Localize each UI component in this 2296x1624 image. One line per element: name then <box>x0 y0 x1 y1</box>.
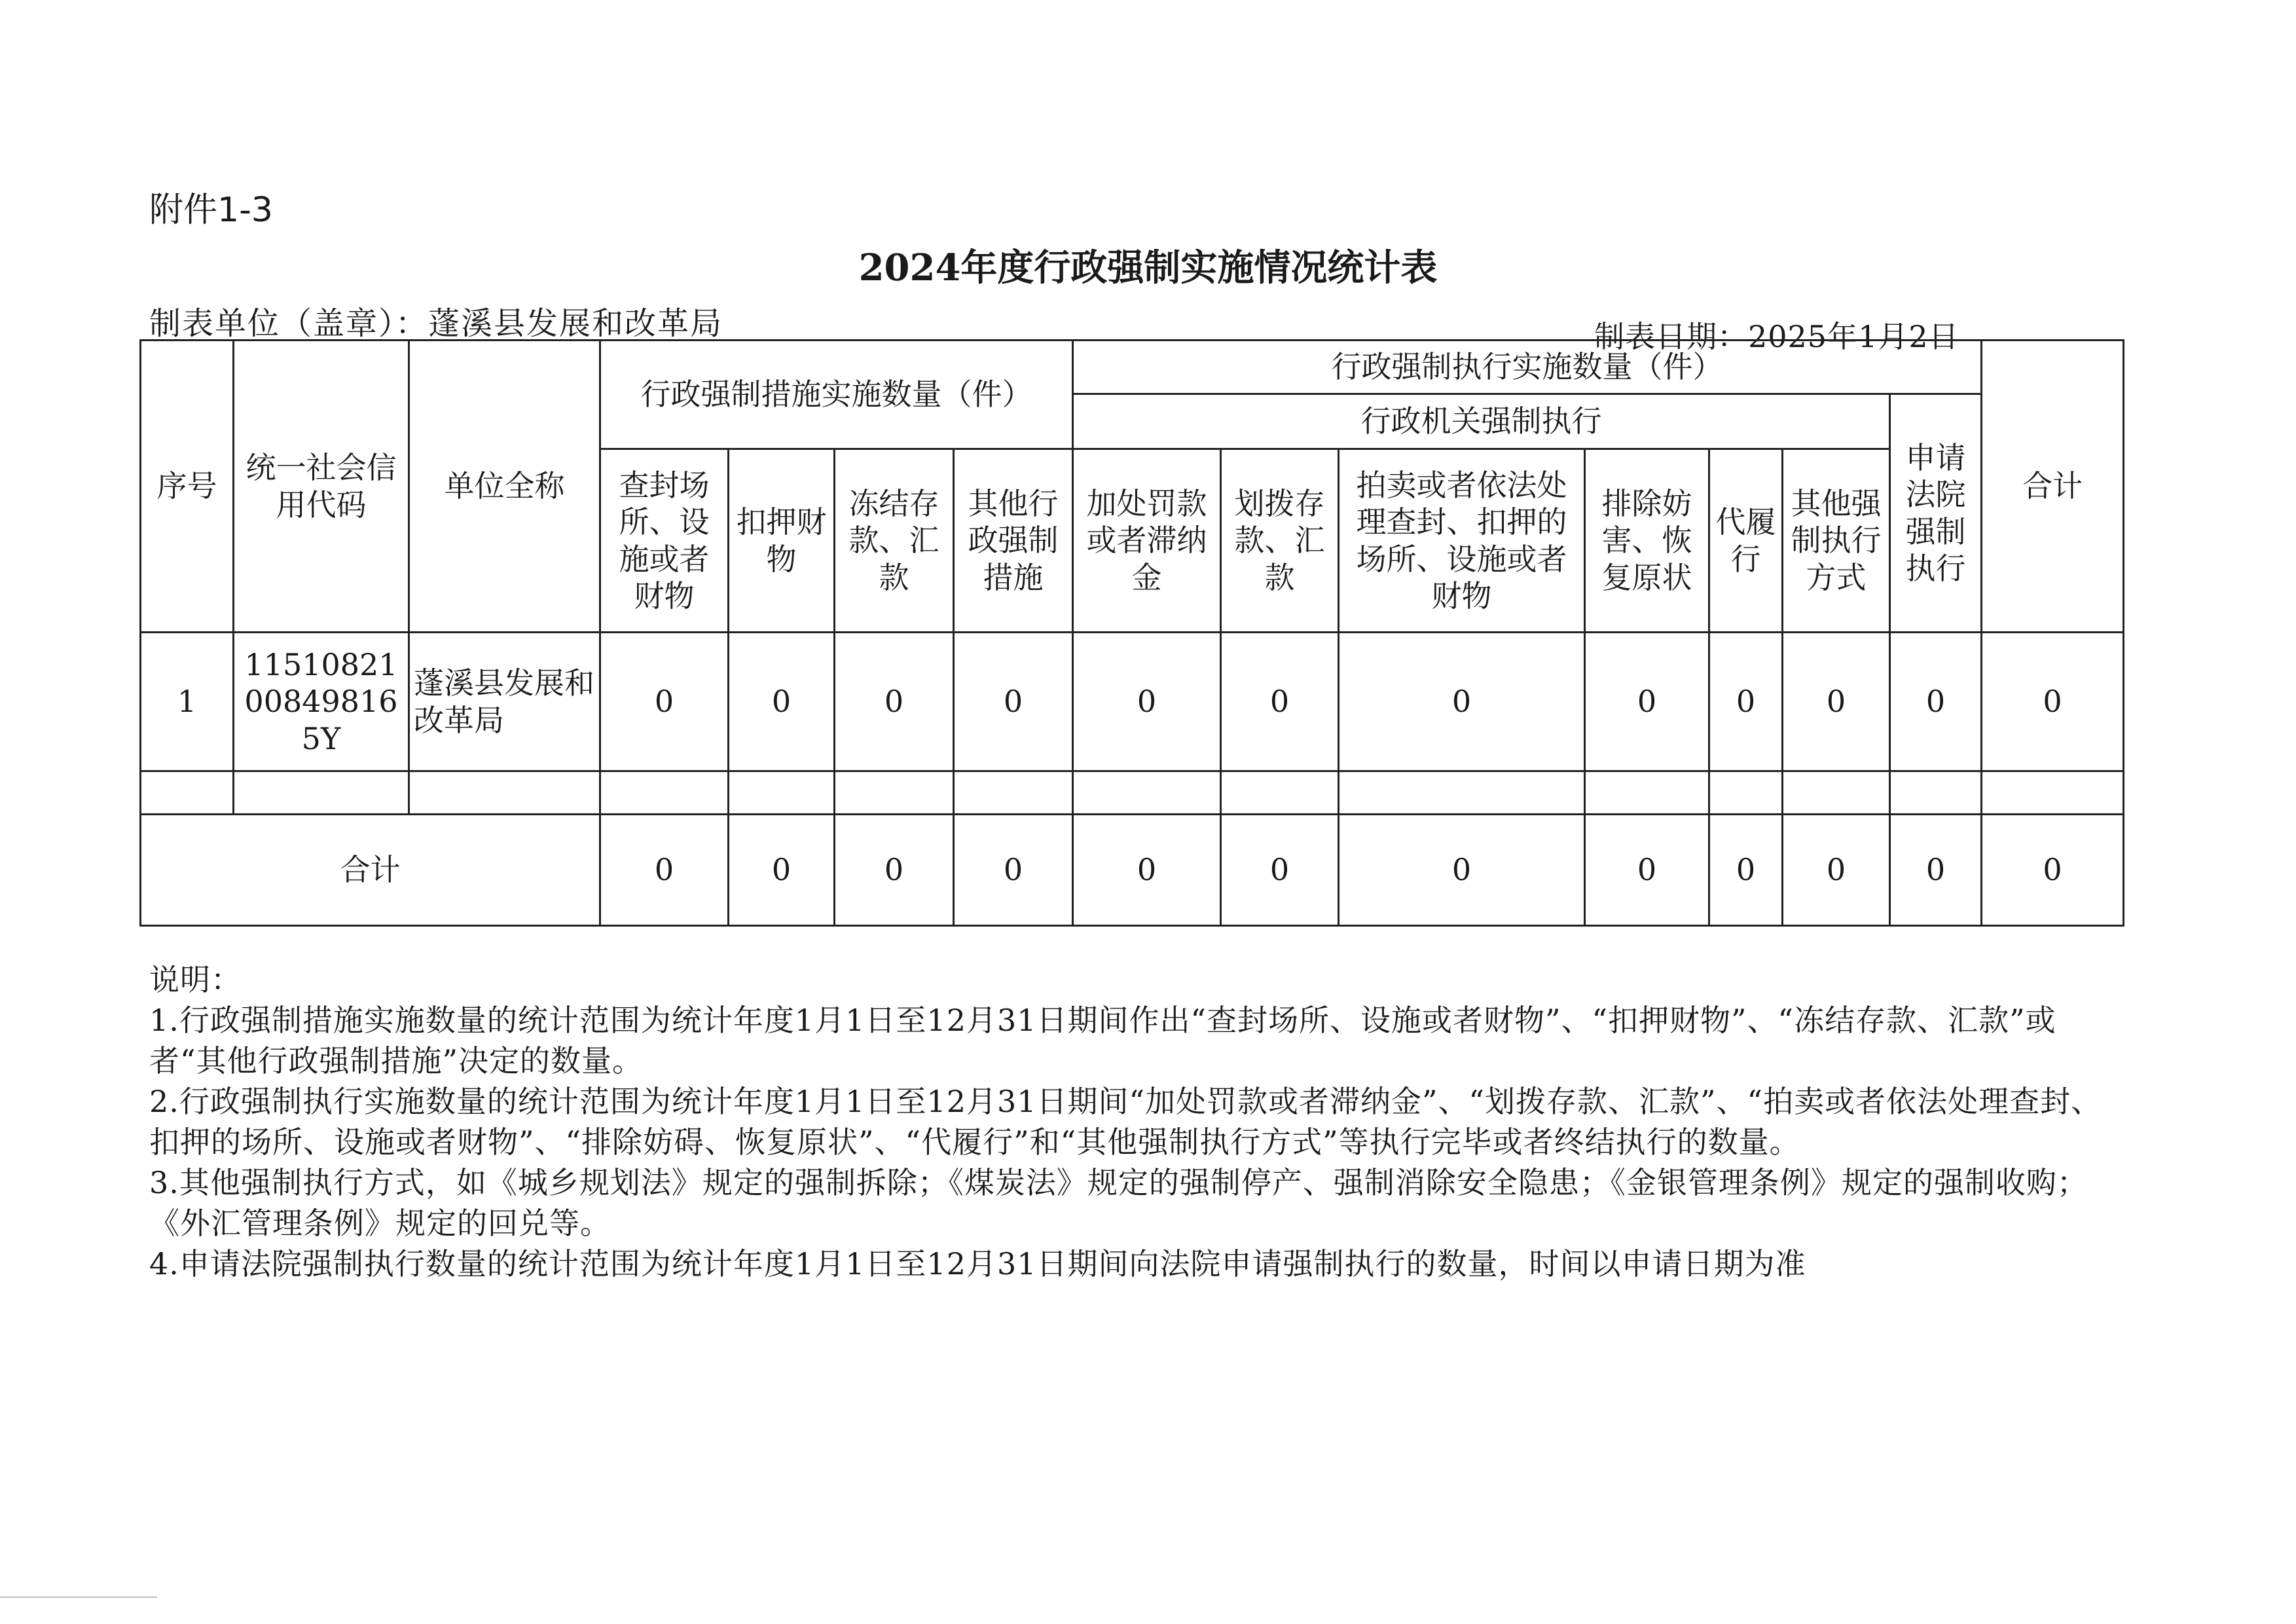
attachment-label: 附件1-3 <box>149 191 273 230</box>
note-item: 4.申请法院强制执行数量的统计范围为统计年度1月1日至12月31日期间向法院申请强制执行的数量，时间以申请日期为准 <box>149 1246 1806 1282</box>
header-court-exec: 申请法院强制执行 <box>1890 394 1982 633</box>
row1-credit-code: 11510821008498165Y <box>234 633 409 771</box>
row1-value: 0 <box>1339 633 1585 771</box>
total-value: 0 <box>835 815 954 926</box>
total-value: 0 <box>1585 815 1709 926</box>
total-value: 0 <box>1073 815 1221 926</box>
row1-value: 0 <box>1982 633 2124 771</box>
header-measure-other: 其他行政强制措施 <box>954 449 1073 633</box>
note-item: 2.行政强制执行实施数量的统计范围为统计年度1月1日至12月31日期间“加处罚款或者滞纳金”、“划拨存款、汇款”、“拍卖或者依法处理查封、扣押的场所、设施或者财物”、“排除妨碍、恢复原状”、“代履行”和“其他强制执行方式”等执行完毕或者终结执行的数量。 <box>149 1084 2102 1160</box>
total-value: 0 <box>1890 815 1982 926</box>
row1-value: 0 <box>1709 633 1783 771</box>
header-exec-auction: 拍卖或者依法处理查封、扣押的场所、设施或者财物 <box>1339 449 1585 633</box>
note-item: 1.行政强制措施实施数量的统计范围为统计年度1月1日至12月31日期间作出“查封场所、设施或者财物”、“扣押财物”、“冻结存款、汇款”或者“其他行政强制措施”决定的数量。 <box>149 1003 2056 1079</box>
header-measure-detain: 扣押财物 <box>729 449 835 633</box>
row1-value: 0 <box>729 633 835 771</box>
row1-value: 0 <box>954 633 1073 771</box>
row1-value: 0 <box>1783 633 1890 771</box>
notes-heading: 说明： <box>149 962 242 997</box>
total-value: 0 <box>729 815 835 926</box>
total-label: 合计 <box>141 815 600 926</box>
row1-value: 0 <box>1890 633 1982 771</box>
row1-value: 0 <box>835 633 954 771</box>
header-unit-name: 单位全称 <box>409 341 600 633</box>
note-item: 3.其他强制执行方式，如《城乡规划法》规定的强制拆除；《煤炭法》规定的强制停产、强制消除安全隐患；《金银管理条例》规定的强制收购；《外汇管理条例》规定的回兑等。 <box>149 1165 2088 1241</box>
header-exec-group: 行政强制执行实施数量（件） <box>1073 341 1982 394</box>
row1-seq: 1 <box>141 633 234 771</box>
total-value: 0 <box>1982 815 2124 926</box>
header-exec-remove: 排除妨害、恢复原状 <box>1585 449 1709 633</box>
table-row-total <box>141 815 2124 926</box>
row1-value: 0 <box>1073 633 1221 771</box>
total-value: 0 <box>600 815 729 926</box>
statistics-table <box>139 339 2124 927</box>
total-value: 0 <box>954 815 1073 926</box>
header-measures-group: 行政强制措施实施数量（件） <box>600 341 1073 449</box>
prepared-date: 制表日期：2025年1月2日 <box>1594 319 1959 354</box>
total-value: 0 <box>1783 815 1890 926</box>
header-credit-code: 统一社会信用代码 <box>234 341 409 633</box>
table-row <box>141 633 2124 771</box>
header-seq: 序号 <box>141 341 234 633</box>
row1-unit-name: 蓬溪县发展和改革局 <box>409 633 600 771</box>
header-total: 合计 <box>1982 341 2124 633</box>
total-value: 0 <box>1339 815 1585 926</box>
header-exec-fine: 加处罚款或者滞纳金 <box>1073 449 1221 633</box>
prepared-by-unit: 制表单位（盖章）：蓬溪县发展和改革局 <box>149 305 723 342</box>
header-exec-transfer: 划拨存款、汇款 <box>1221 449 1339 633</box>
row1-value: 0 <box>600 633 729 771</box>
header-exec-other: 其他强制执行方式 <box>1783 449 1890 633</box>
document-title: 2024年度行政强制实施情况统计表 <box>858 246 1438 289</box>
header-admin-exec-group: 行政机关强制执行 <box>1073 394 1890 449</box>
total-value: 0 <box>1221 815 1339 926</box>
notes-section <box>149 959 2126 1284</box>
table-row-empty <box>141 771 2124 815</box>
scan-artifact-line <box>0 1596 157 1598</box>
header-exec-substitute: 代履行 <box>1709 449 1783 633</box>
total-value: 0 <box>1709 815 1783 926</box>
header-measure-seal: 查封场所、设施或者财物 <box>600 449 729 633</box>
header-measure-freeze: 冻结存款、汇款 <box>835 449 954 633</box>
row1-value: 0 <box>1221 633 1339 771</box>
row1-value: 0 <box>1585 633 1709 771</box>
